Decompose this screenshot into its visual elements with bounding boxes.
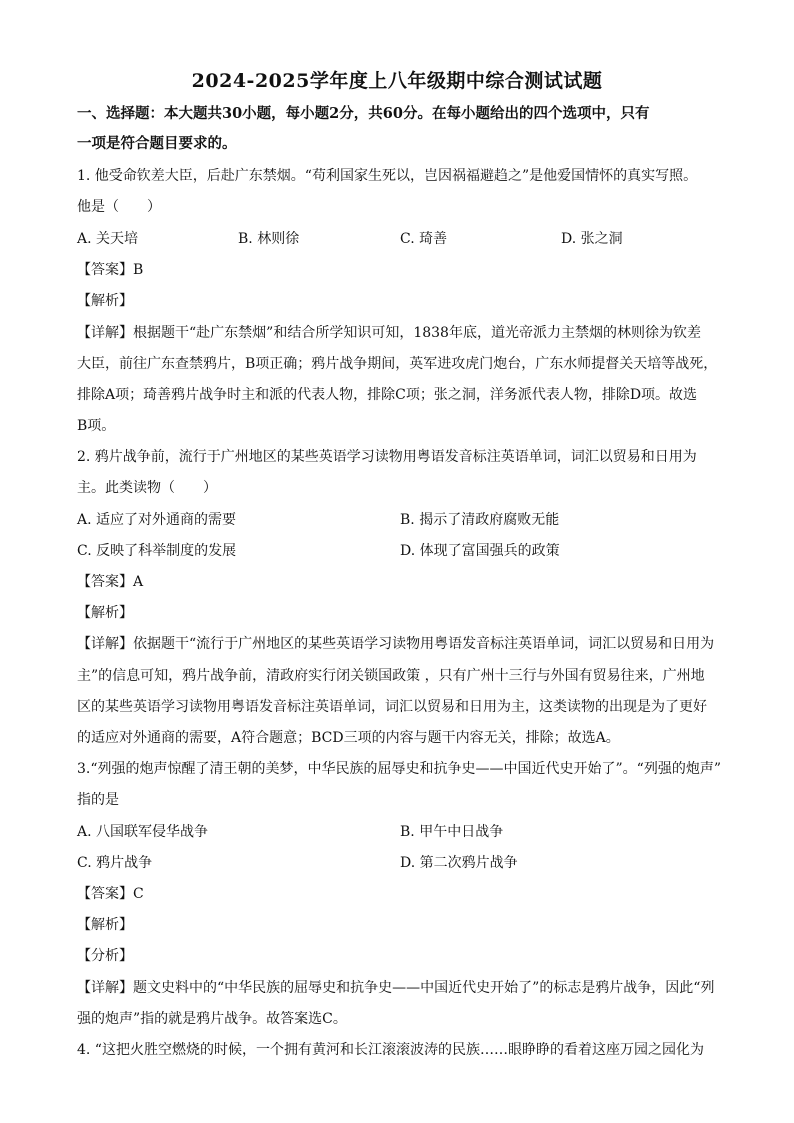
q1-stem-line2: 他是（ ） bbox=[77, 199, 161, 215]
q2-option-a: A. 适应了对外通商的需要 bbox=[77, 512, 237, 528]
q3-option-d: D. 第二次鸦片战争 bbox=[400, 855, 518, 871]
page-title: 2024-2025学年度上八年级期中综合测试试题 bbox=[191, 70, 603, 92]
q2-option-d: D. 体现了富国强兵的政策 bbox=[400, 543, 560, 559]
q3-stem-line2: 指的是 bbox=[77, 792, 119, 808]
q1-detail-line2: 大臣，前往广东查禁鸦片，B项正确；鸦片战争期间，英军进攻虎门炮台，广东水师提督关天培等战死， bbox=[77, 356, 718, 372]
q2-stem-line2: 主。此类读物（ ） bbox=[77, 480, 217, 496]
q1-option-a: A. 关天培 bbox=[77, 231, 139, 247]
q2-stem-line1: 2. 鸦片战争前，流行于广州地区的某些英语学习读物用粤语发音标注英语单词，词汇以贸易和日用为 bbox=[77, 449, 697, 465]
q3-detail-line1: 【详解】题文史料中的“中华民族的屈辱史和抗争史——中国近代史开始了”的标志是鸦片战争，因此“列 bbox=[77, 980, 715, 996]
q4-stem-line1: 4. “这把火胜空燃烧的时候，一个拥有黄河和长江滚滚波涛的民族……眼睁睁的看着这座万园之园化为 bbox=[77, 1042, 704, 1058]
q2-detail-line1: 【详解】依据题干“流行于广州地区的某些英语学习读物用粤语发音标注英语单词，词汇以贸易和日用为 bbox=[77, 636, 715, 652]
q3-option-b: B. 甲午中日战争 bbox=[400, 824, 504, 840]
q3-fenxi-label: 【分析】 bbox=[77, 948, 133, 964]
q1-option-c: C. 琦善 bbox=[400, 231, 448, 247]
q2-option-b: B. 揭示了清政府腐败无能 bbox=[400, 512, 560, 528]
q1-analysis-label: 【解析】 bbox=[77, 293, 133, 309]
q2-answer: 【答案】A bbox=[77, 574, 144, 590]
q3-option-a: A. 八国联军侵华战争 bbox=[77, 824, 209, 840]
q2-detail-line2: 主”的信息可知，鸦片战争前，清政府实行闭关锁国政策 ，只有广州十三行与外国有贸易往来，广州地 bbox=[77, 668, 705, 684]
q1-option-d: D. 张之洞 bbox=[561, 231, 623, 247]
q3-stem-line1: 3.“列强的炮声惊醒了清王朝的美梦，中华民族的屈辱史和抗争史——中国近代史开始了”。“列强的炮声” bbox=[77, 761, 721, 777]
q1-option-b: B. 林则徐 bbox=[238, 231, 300, 247]
q3-analysis-label: 【解析】 bbox=[77, 917, 133, 933]
q3-detail-line2: 强的炮声”指的就是鸦片战争。故答案选C。 bbox=[77, 1011, 347, 1027]
q2-option-c: C. 反映了科举制度的发展 bbox=[77, 543, 237, 559]
q1-stem-line1: 1. 他受命钦差大臣，后赴广东禁烟。“苟利国家生死以，岂因祸福避趋之”是他爱国情怀的真实写照。 bbox=[77, 168, 698, 184]
section-heading-line1: 一、选择题：本大题共30小题，每小题2分，共60分。在每小题给出的四个选项中，只有 bbox=[77, 105, 650, 122]
q3-option-c: C. 鸦片战争 bbox=[77, 855, 153, 871]
section-heading-line2: 一项是符合题目要求的。 bbox=[77, 135, 237, 152]
q2-detail-line4: 的适应对外通商的需要，A符合题意；BCD三项的内容与题干内容无关，排除；故选A。 bbox=[77, 730, 620, 746]
q3-answer: 【答案】C bbox=[77, 886, 144, 902]
q1-detail-line3: 排除A项；琦善鸦片战争时主和派的代表人物，排除C项；张之洞，洋务派代表人物，排除D项。故选 bbox=[77, 387, 698, 403]
q2-analysis-label: 【解析】 bbox=[77, 605, 133, 621]
q2-detail-line3: 区的某些英语学习读物用粤语发音标注英语单词，词汇以贸易和日用为主，这类读物的出现是为了更好 bbox=[77, 699, 707, 715]
q1-detail-line4: B项。 bbox=[77, 418, 116, 434]
q1-detail-line1: 【详解】根据题干“赴广东禁烟”和结合所学知识可知，1838年底，道光帝派力主禁烟的林则徐为钦差 bbox=[77, 325, 701, 341]
q1-answer: 【答案】B bbox=[77, 262, 144, 278]
